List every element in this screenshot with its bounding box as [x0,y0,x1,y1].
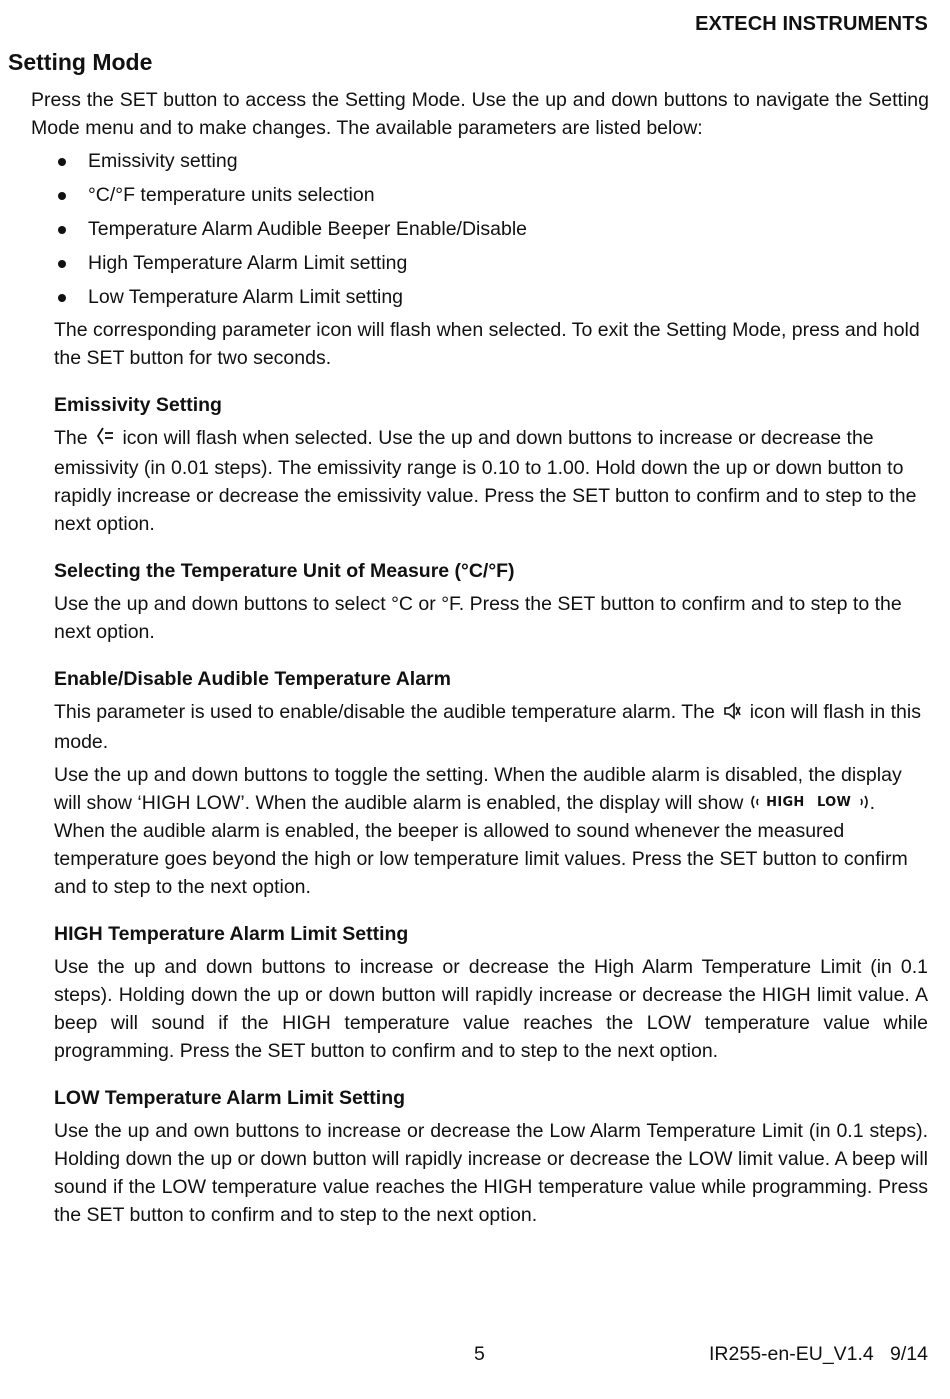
list-item: High Temperature Alarm Limit setting [55,249,527,283]
document-id: IR255-en-EU_V1.4 9/14 [709,1343,928,1365]
page-number: 5 [474,1343,485,1365]
bullet-icon [58,226,66,234]
high-limit-paragraph: Use the up and down buttons to increase or decrease the High Alarm Temperature Limit (in 0.1 steps). Holding down the up or down button will rapidly increase or decrease the HIGH limit value. A beep will sound if the HIGH temperature value reaches the LOW temperature value while programming. Press the SET button to confirm and to step to the next option. [54,956,928,1062]
content-body [54,316,928,1234]
bullet-icon [58,260,66,268]
audible-alarm-heading: Enable/Disable Audible Temperature Alarm [54,668,451,690]
audible-alarm-paragraph-1: This parameter is used to enable/disable the audible temperature alarm. The icon will flash in this mode. [54,701,921,753]
parameter-list [55,147,527,317]
emissivity-paragraph: The icon will flash when selected. Use the up and down buttons to increase or decrease the emissivity (in 0.01 steps). The emissivity range is 0.10 to 1.00. Hold down the up or down button to rapidly increase or decrease the emissivity value. Press the SET button to confirm and to step to the next option. [54,427,917,535]
intro-paragraph: Press the SET button to access the Setting Mode. Use the up and down buttons to navigate the Setting Mode menu and to make changes. The available parameters are listed below: [31,89,929,139]
list-item: Low Temperature Alarm Limit setting [55,283,527,317]
bullet-icon [58,192,66,200]
list-item: °C/°F temperature units selection [55,181,527,215]
list-item: Emissivity setting [55,147,527,181]
high-low-alarm-icon: HIGH LOW [749,789,870,817]
speaker-icon [722,700,742,728]
low-limit-paragraph: Use the up and own buttons to increase or decrease the Low Alarm Temperature Limit (in 0.1 steps). Holding down the up or down button will rapidly increase or decrease the LOW limit value. A beep will sound if the LOW temperature value reaches the HIGH temperature value while programming. Press the SET button to confirm and to step to the next option. [54,1120,928,1226]
emissivity-heading: Emissivity Setting [54,394,222,416]
bullet-icon [58,294,66,302]
brand-header: EXTECH INSTRUMENTS [695,13,928,35]
units-paragraph: Use the up and down buttons to select °C or °F. Press the SET button to confirm and to step to the next option. [54,593,902,643]
section-title: Setting Mode [8,49,153,75]
emissivity-icon [95,426,115,454]
high-limit-heading: HIGH Temperature Alarm Limit Setting [54,923,409,945]
audible-alarm-paragraph-2: Use the up and down buttons to toggle the setting. When the audible alarm is disabled, the display will show ‘HIGH LOW’. When the audible alarm is enabled, the display will show HIGH LOW . When the audible alarm is enabled, the beeper is allowed to sound whenever the measured temperature goes beyond the high or low temperature limit values. Press the SET button to confirm and to step to the next option. [54,764,908,898]
low-limit-heading: LOW Temperature Alarm Limit Setting [54,1087,406,1109]
outro-paragraph: The corresponding parameter icon will flash when selected. To exit the Setting Mode, press and hold the SET button for two seconds. [54,319,920,369]
document-date: 9/14 [890,1343,928,1365]
list-item: Temperature Alarm Audible Beeper Enable/Disable [55,215,527,249]
bullet-icon [58,158,66,166]
units-heading: Selecting the Temperature Unit of Measure (°C/°F) [54,560,515,582]
